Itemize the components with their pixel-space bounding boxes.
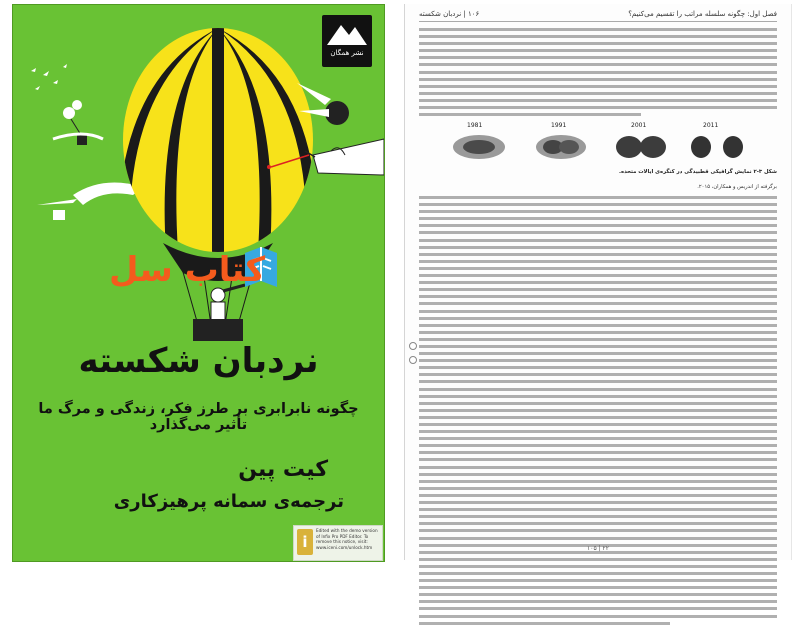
editor-notice: Edited with the demo version of Infix Pro PDF Editor. To remove this notice, visit: www.iceni.com/unlock.htm: [316, 528, 378, 550]
watermark-text: کتاب سل: [109, 250, 266, 290]
paragraph-block-2: [419, 196, 777, 629]
bird-icon: [31, 64, 67, 90]
year-label: 2001: [631, 122, 647, 129]
header-divider: [419, 21, 777, 22]
scatter-blob: [533, 132, 589, 162]
scatter-blob: [451, 132, 507, 162]
page-number-header: ۱۰۶ | نردبان شکسته: [419, 10, 480, 18]
publisher-logo: [322, 15, 372, 67]
paragraph-block-1: [419, 28, 777, 120]
floating-man-icon: [53, 100, 103, 145]
side-marker: [409, 342, 417, 350]
book-title: نردبان شکسته: [78, 341, 319, 381]
scatter-blob: [613, 132, 669, 162]
side-marker: [409, 356, 417, 364]
book-translator: ترجمه‌ی سمانه پرهیزکاری: [113, 491, 344, 512]
person-with-telescope-icon: [193, 285, 245, 341]
text-page: [404, 4, 792, 560]
year-label: 1981: [467, 122, 483, 129]
info-i-icon: i: [297, 529, 313, 555]
scatter-blob: [689, 132, 745, 162]
mountain-icon: [325, 19, 369, 47]
publisher-name: نشر همگان: [330, 49, 364, 57]
year-label: 2011: [703, 122, 719, 129]
page-header-title: فصل اول: چگونه سلسله مراتب را تقسیم می‌کنیم؟: [628, 10, 777, 18]
polarization-figure: [433, 122, 773, 166]
book-cover: [12, 4, 385, 562]
page-footer: ۲۲ | ۱۰۵: [587, 545, 609, 552]
stork-icon: [37, 183, 143, 221]
year-label: 1991: [551, 122, 567, 129]
figure-caption: شکل ۳-۲ نمایش گرافیکی قطبیدگی در کنگره‌ی ایالات متحده.: [618, 169, 777, 175]
book-author: کیت پین: [238, 457, 328, 482]
book-subtitle: چگونه نابرابری بر طرز فکر، زندگی و مرگ ما تأثیر می‌گذارد: [38, 401, 359, 433]
pdf-editor-badge[interactable]: [293, 525, 383, 561]
figure-source: برگرفته از اندریس و همکاران، ۲۰۱۵.: [697, 184, 777, 190]
